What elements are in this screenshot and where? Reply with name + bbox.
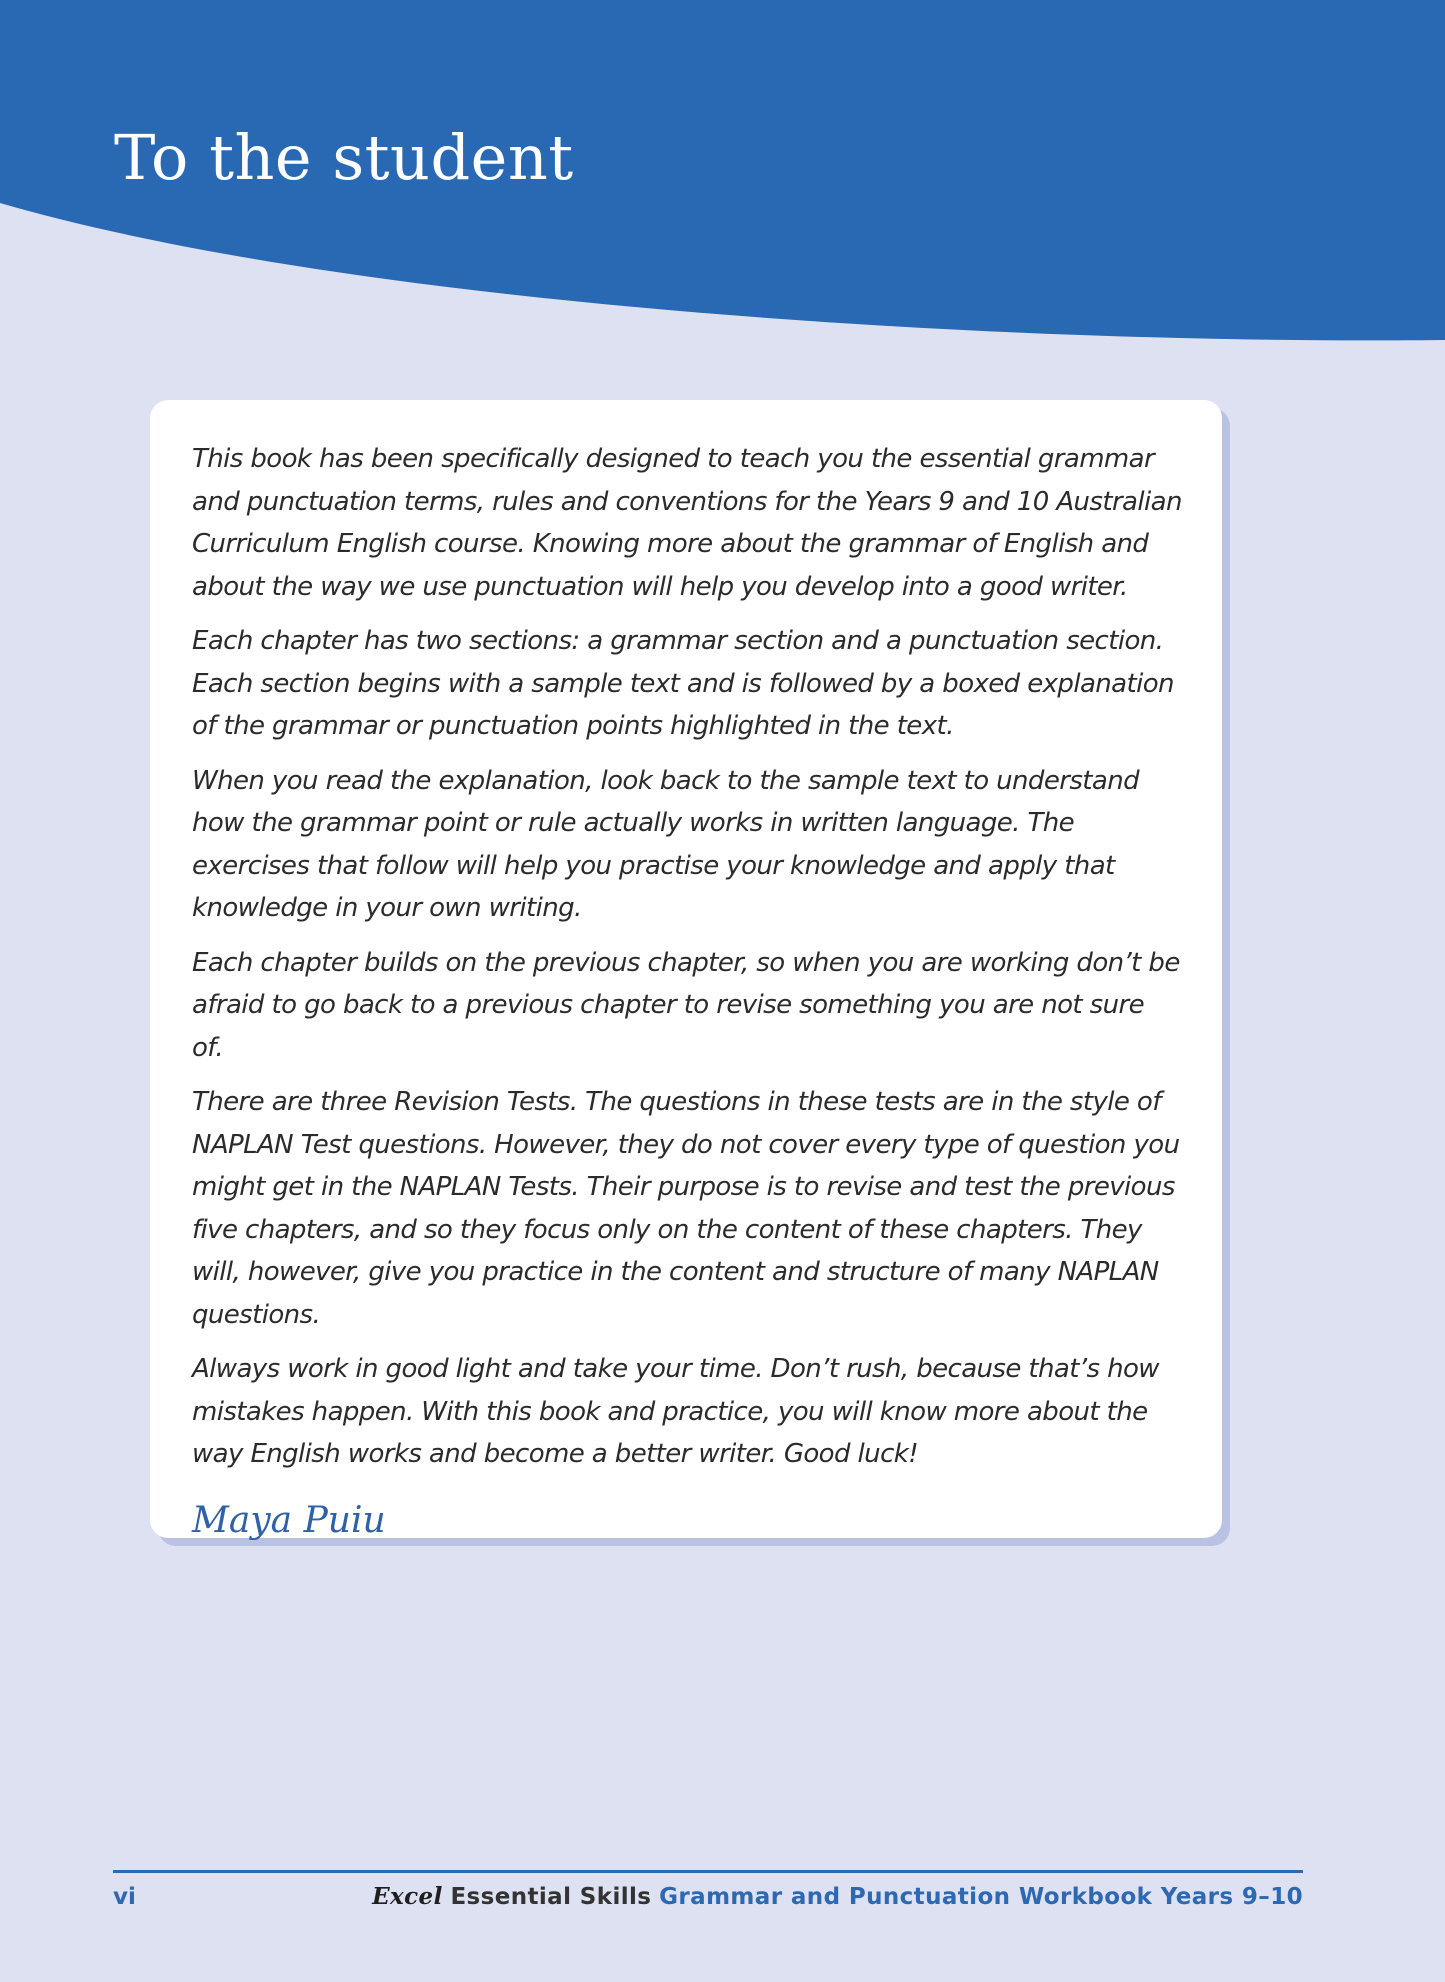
footer-page-number: vi [113,1884,136,1910]
page-title: To the student [114,121,574,194]
footer-series: Essential Skills [450,1884,652,1910]
footer-book-title: Grammar and Punctuation Workbook Years 9–10 [659,1884,1303,1910]
footer-title [372,1882,1303,1912]
intro-paragraph-1: This book has been specifically designed to teach you the essential grammar and punctuation terms, rules and conventions for the Years 9 and 10 Australian Curriculum English course. Knowing more about the grammar of English and about the way we use punctuation will help you develop into a good writer. [192,444,1182,602]
intro-paragraph-4: Each chapter builds on the previous chapter, so when you are working don’t be afraid to go back to a previous chapter to revise something you are not sure of. [192,947,1180,1063]
intro-paragraph-5: There are three Revision Tests. The questions in these tests are in the style of NAPLAN Test questions. However, they do not cover every type of question you might get in the NAPLAN Tests. Their purpose is to revise and test the previous five chapters, and so they focus only on the content of these chapters. They will, however, give you practice in the content and structure of many NAPLAN questions. [192,1087,1180,1330]
intro-paragraph-3: When you read the explanation, look back to the sample text to understand how the grammar point or rule actually works in written language. The exercises that follow will help you practise your knowledge and apply that knowledge in your own writing. [192,765,1139,923]
intro-paragraph-6: Always work in good light and take your time. Don’t rush, because that’s how mistakes happen. With this book and practice, you will know more about the way English works and become a better writer. Good luck! [192,1354,1159,1469]
footer-brand: Excel [372,1883,443,1910]
intro-paragraph-2: Each chapter has two sections: a grammar section and a punctuation section. Each section begins with a sample text and is followed by a boxed explanation of the grammar or punctuation points highlighted in the text. [192,626,1174,741]
footer-rule [113,1870,1303,1873]
author-signature: Maya Puiu [192,1499,386,1541]
intro-card [150,400,1222,1541]
